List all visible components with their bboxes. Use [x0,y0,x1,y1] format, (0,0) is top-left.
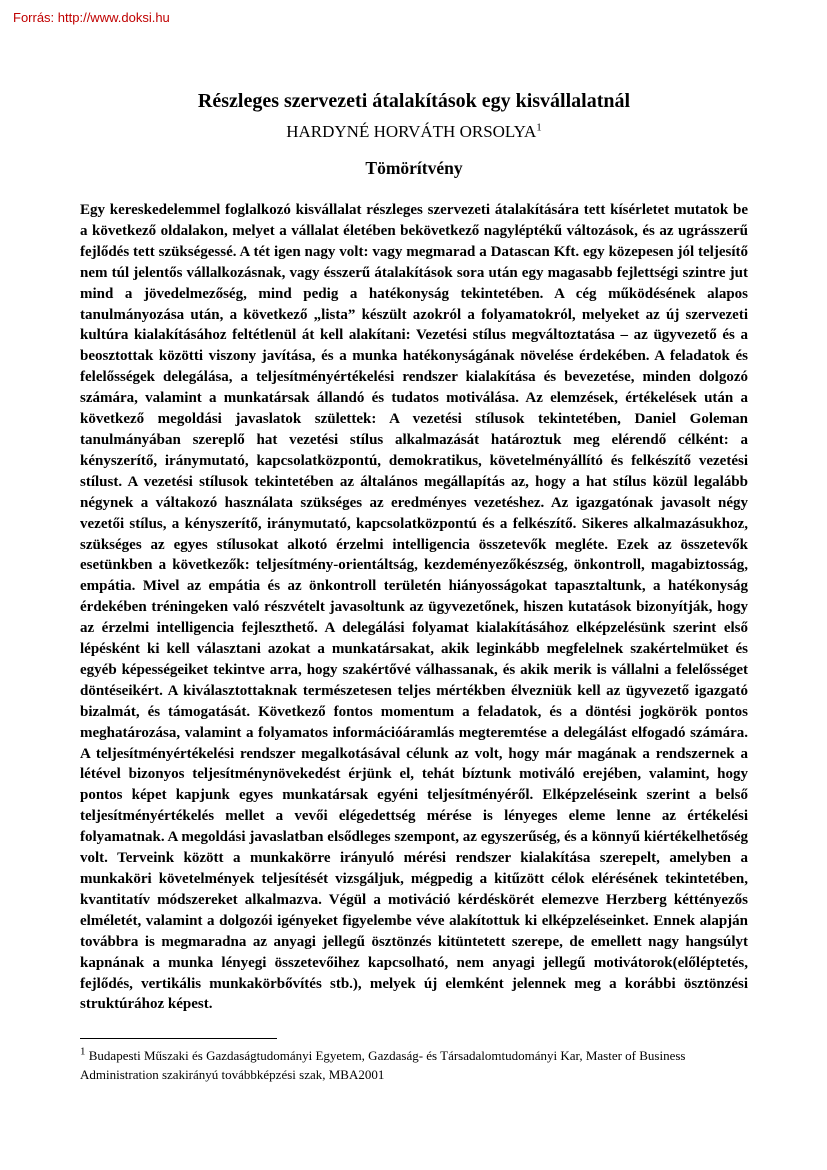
footnote-area [80,1038,748,1084]
abstract-paragraph: Egy kereskedelemmel foglalkozó kisvállalat részleges szervezeti átalakítására tett kísérletet mutatok be a következő oldalakon, melyet a vállalat életében bekövetkező nagyléptékű változások, és az ugrásszerű fejlődés tett szükségessé. A tét igen nagy volt: vagy megmarad a Datascan Kft. egy közepesen jól teljesítő nem túl jelentős vállalkozásnak, vagy ésszerű átalakítások sora után egy magasabb fejlettségi szintre jut mind a jövedelmezőség, mind pedig a hatékonyság tekintetében. A cég működésének alapos tanulmányozása után, a következő „lista” készült azokról a folyamatokról, melyeket az új szervezeti kultúra kialakításához feltétlenül át kell alakítani: Vezetési stílus megváltoztatása – az ügyvezető és a beosztottak közötti viszony javítása, és a munka hatékonyságának növelése érdekében. A feladatok és felelősségek delegálása, a teljesítményértékelési rendszer kialakítása és bevezetése, minden dolgozó számára, valamint a munkatársak állandó és tudatos motiválása. Az elemzések, értékelések után a következő megoldási javaslatok születtek: A vezetési stílusok tekintetében, Daniel Goleman tanulmányában szereplő hat vezetési stílus alkalmazását határoztuk meg elérendő célként: a kényszerítő, iránymutató, kapcsolatközpontú, demokratikus, követelményállító és felkészítő vezetési stílust. A vezetési stílusok tekintetében az általános megállapítás az, hogy a hat stílus közül legalább négynek a váltakozó használata szükséges az eredményes vezetéshez. Az igazgatónak javasolt négy vezetői stílus, a kényszerítő, iránymutató, kapcsolatközpontú és a felkészítő. Sikeres alkalmazásukhoz, szükséges az egyes stílusokat alkotó érzelmi intelligencia összetevők megléte. Ezek az összetevők esetünkben a következők: teljesítmény-orientáltság, kezdeményezőkészség, önkontroll, magabiztosság, empátia. Mivel az empátia és az önkontroll területén hiányosságokat tapasztaltunk, a hatékonyság érdekében tréningeken való részvételt javasoltunk az ügyvezetőnek, hiszen kutatások bizonyítják, hogy az érzelmi intelligencia fejleszthető. A delegálási folyamat kialakításához elképzelésünk szerint első lépésként ki kell választani azokat a munkatársakat, akik leginkább megfelelnek szakértelmüket és egyéb képességeiket tekintve arra, hogy szakértővé válhassanak, és akik merik is vállalni a felelősséget döntéseikért. A kiválasztottaknak természetesen teljes mértékben élvezniük kell az ügyvezető igazgató bizalmát, és támogatását. Következő fontos momentum a feladatok, és a döntési jogkörök pontos meghatározása, valamint a folyamatos információáramlás megteremtése a delegálást elfogadó számára. A teljesítményértékelési rendszer megalkotásával célunk az volt, hogy már magának a rendszernek a létével bizonyos teljesítménynövekedést érjünk el, tehát bíztunk motiváló erejében, valamint, hogy pontos képet kapjunk egyes munkatársak egyéni teljesítményéről. Elképzeléseink szerint a belső teljesítményértékelés mellet a vevői elégedettség mérése is lényeges eleme lenne az értékelési folyamatnak. A megoldási javaslatban elsődleges szempont, az egyszerűség, és a könnyű kiértékelhetőség volt. Terveink között a munkakörre irányuló mérési rendszer kialakítása szerepelt, amelyben a munkaköri követelmények teljesítését vizsgáljuk, mégpedig a kitűzött célok elérésének tekintetében, kvantitatív módszereket alkalmazva. Végül a motiváció kérdéskörét elemezve Herzberg kéttényezős elméletét, valamint a dolgozói igényeket figyelembe véve alakítottuk ki elképzeléseinket. Ennek alapján továbbra is megmaradna az anyagi jellegű ösztönzés kitüntetett szerepe, de emellett nagy hangsúlyt kapnának a munka lényegi összetevőihez kapcsolható, nem anyagi jellegű motivátorok(előléptetés, fejlődés, vertikális munkakörbővítés stb.), melyek új elemként jelennek meg a korábbi ösztönzési struktúrához képest. [80,202,748,1013]
author-line [80,122,748,142]
author-name: HARDYNÉ HORVÁTH ORSOLYA [286,122,537,141]
footnote-body: Budapesti Műszaki és Gazdaságtudományi Egyetem, Gazdaság- és Társadalomtudományi Kar, Master of Business Administration szakirányú továbbképzési szak, MBA2001 [80,1048,686,1082]
section-heading: Tömörítvény [365,158,463,178]
footnote-separator-rule [80,1038,277,1039]
source-url-stamp: Forrás: http://www.doksi.hu [13,10,170,25]
footnote-marker: 1 [80,1045,86,1058]
page-title: Részleges szervezeti átalakítások egy kisvállalatnál [197,90,631,112]
author-footnote-reference: 1 [536,121,542,134]
footnote-text [80,1046,748,1084]
